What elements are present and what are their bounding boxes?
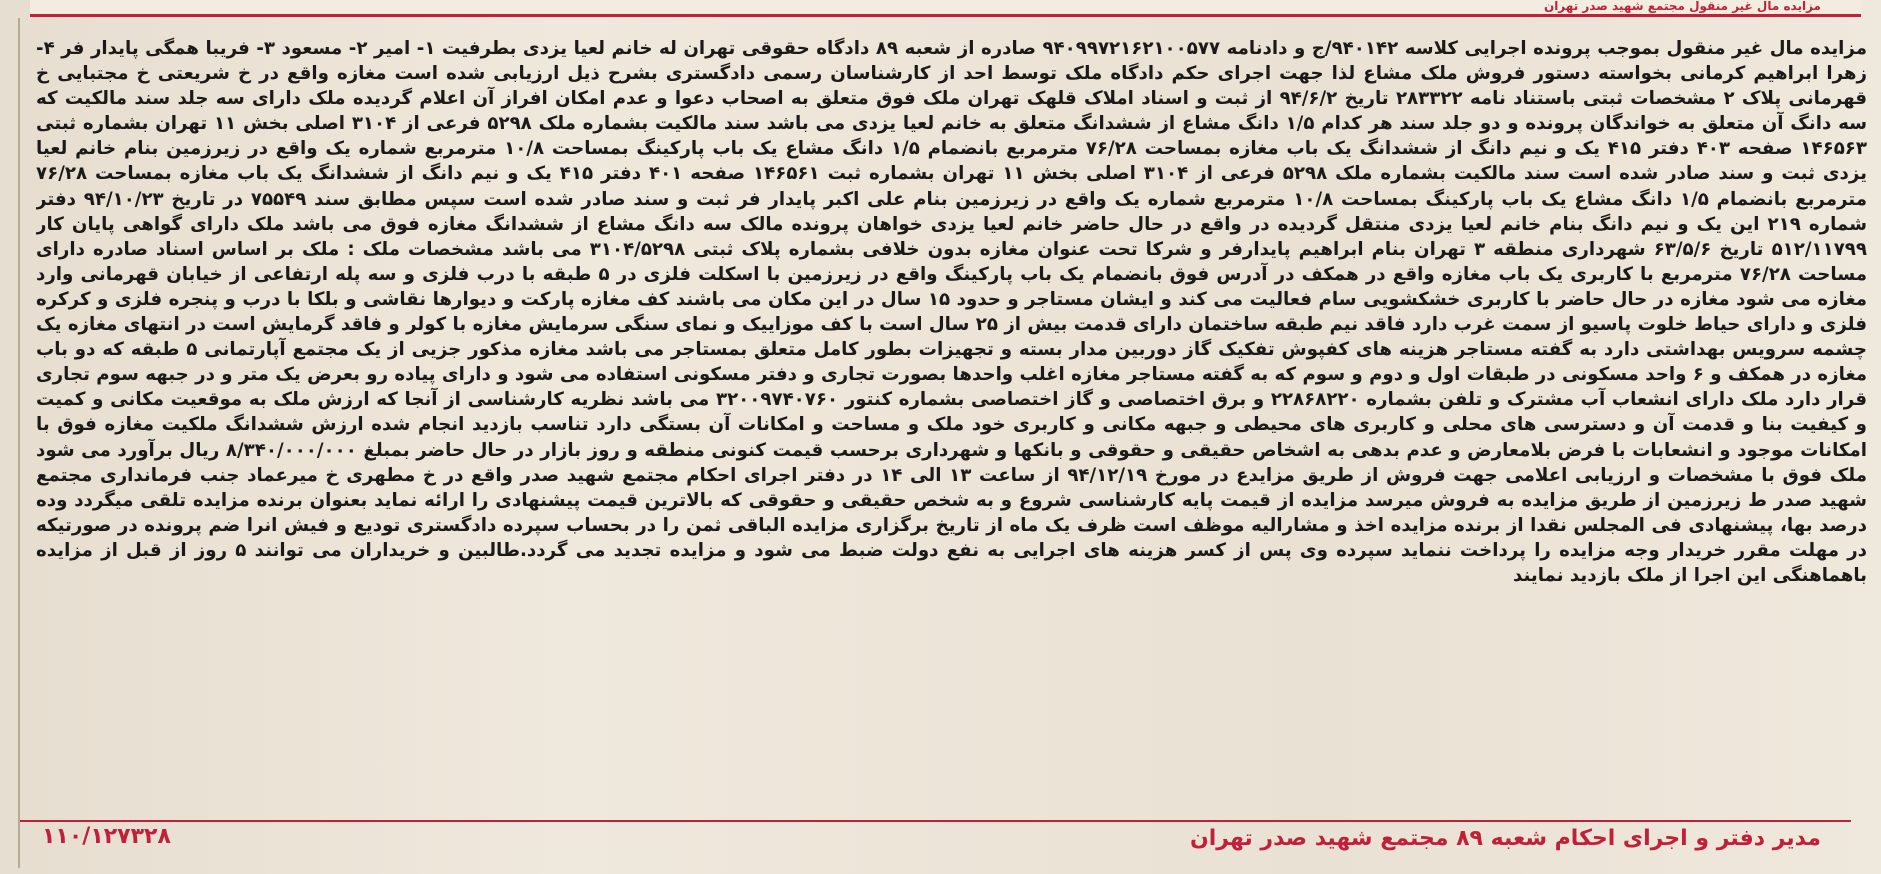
footer-divider [20,820,1851,822]
signature-line: مدیر دفتر و اجرای احکام شعبه ۸۹ مجتمع شهید صدر تهران [1189,826,1821,851]
auction-notice-body: مزایده مال غیر منقول بموجب پرونده اجرایی کلاسه ۹۴۰۱۴۲/ج و دادنامه ۹۴۰۹۹۷۲۱۶۲۱۰۰۵۷۷ صادره از شعبه ۸۹ دادگاه حقوقی تهران له خانم لعیا یزدی بطرفیت ۱- امیر ۲- مسعود ۳- فریبا همگی پایدار فر ۴- زهرا ابراهیم کرمانی بخواسته دستور فروش ملک مشاع لذا جهت اجرای حکم دادگاه ملک توسط احد از کارشناسان رسمی دادگستری بشرح ذیل ارزیابی شده است مغازه واقع در خ شریعتی خ مجتبایی خ قهرمانی پلاک ۲ مشخصات ثبتی باستناد نامه ۲۸۳۳۲۲ تاریخ ۹۴/۶/۲ از ثبت و اسناد املاک قلهک تهران ملک فوق متعلق به اصحاب دعوا و عدم امکان افراز آن اعلام گردیده ملک دارای سه جلد سند مالکیت که سه دانگ آن متعلق به خواندگان پرونده و دو جلد سند هر کدام ۱/۵ دانگ مشاع از ششدانگ متعلق به خانم لعیا یزدی می باشد سند مالکیت بشماره ملک ۵۲۹۸ فرعی از ۳۱۰۴ اصلی بخش ۱۱ تهران بشماره ثبتی ۱۴۶۵۶۳ صفحه ۴۰۳ دفتر ۴۱۵ یک و نیم دانگ از ششدانگ یک باب مغازه بمساحت ۷۶/۲۸ مترمربع بانضمام ۱/۵ دانگ مشاع یک باب پارکینگ بمساحت ۱۰/۸ مترمربع شماره یک واقع در زیرزمین بنام خانم لعیا یزدی ثبت و سند صادر شده است سند مالکیت بشماره ملک ۵۲۹۸ فرعی از ۳۱۰۴ اصلی بخش ۱۱ تهران بشماره ثبت ۱۴۶۵۶۱ صفحه ۴۰۱ دفتر ۴۱۵ یک و نیم دانگ از ششدانگ یک باب مغازه بمساحت ۷۶/۲۸ مترمربع بانضمام ۱/۵ دانگ مشاع یک باب پارکینگ بمساحت ۱۰/۸ مترمربع شماره یک واقع در زیرزمین بنام علی اکبر پایدار فر ثبت و سند صادر شده است سپس مطابق سند ۷۵۵۴۹ در تاریخ ۹۴/۱۰/۲۳ دفتر شماره ۲۱۹ این یک و نیم دانگ بنام خانم لعیا یزدی منتقل گردیده در واقع در حال حاضر خانم لعیا یزدی خواهان پرونده مالک سه دانگ مشاع از ششدانگ مغازه فوق می باشد ملک دارای گواهی پایان کار ۵۱۲/۱۱۷۹۹ تاریخ ۶۳/۵/۶ شهرداری منطقه ۳ تهران بنام ابراهیم پایدارفر و شرکا تحت عنوان مغازه بدون خلافی بشماره پلاک ثبتی ۳۱۰۴/۵۲۹۸ می باشد مشخصات ملک : ملک بر اساس اسناد صادره دارای مساحت ۷۶/۲۸ مترمربع با کاربری یک باب مغازه واقع در همکف در آدرس فوق بانضمام یک باب پارکینگ واقع در زیرزمین با اسکلت فلزی در ۵ طبقه با درب فلزی و سه پله ارتفاعی از خیابان قهرمانی وارد مغازه می شود مغازه در حال حاضر با کاربری خشکشویی سام فعالیت می کند و ایشان مستاجر و حدود ۱۵ سال در این مکان می باشند کف مغازه پارکت و دیوارها نقاشی و بلکا با درب و پنجره فلزی و کرکره فلزی و دارای حیاط خلوت پاسیو از سمت غرب دارد فاقد نیم طبقه ساختمان دارای قدمت بیش از ۲۵ سال است با کف موزاییک و نمای سنگی سرمایش مغازه با کولر و فاقد گرمایش است در انتهای مغازه یک چشمه سرویس بهداشتی دارد به گفته مستاجر هزینه های کفپوش تفکیک گاز دوربین مدار بسته و تجهیزات بطور کامل متعلق بمستاجر می باشد مغازه مذکور جزیی از یک مجتمع آپارتمانی ۵ طبقه که دو باب مغازه در همکف و ۶ واحد مسکونی در طبقات اول و دوم و سوم که به گفته مستاجر مغازه اغلب واحدها بصورت تجاری و دفتر مسکونی استفاده می شود و دارای پیاده رو بعرض یک متر و در جبهه سوم تجاری قرار دارد ملک دارای انشعاب آب مشترک و تلفن بشماره ۲۲۸۶۸۲۲۰ و برق اختصاصی و گاز اختصاصی بشماره کنتور ۳۲۰۰۹۷۴۰۷۶۰ می باشد نظریه کارشناسی از آنجا که ارزش ملک به موقعیت مکانی و کمیت و کیفیت بنا و قدمت آن و دسترسی های محلی و کاربری های محیطی و جبهه مکانی و کاربری خود ملک و مساحت و امکانات آن بستگی دارد تناسب بازدید انجام شده ارزش ششدانگ ملکیت مغازه فوق با امکانات موجود و انشعابات با فرض بلامعارض و عدم بدهی به اشخاص حقیقی و حقوقی و بانکها و شهرداری برحسب قیمت کنونی منطقه و روز بازار در حال حاضر بمبلغ ۸/۳۴۰/۰۰۰/۰۰۰ ریال برآورد می شود ملک فوق با مشخصات و ارزیابی اعلامی جهت فروش از طریق مزایدع در مورخ ۹۴/۱۲/۱۹ از ساعت ۱۳ الی ۱۴ در دفتر اجرای احکام مجتمع شهید صدر واقع در خ مطهری خ میرعماد جنب فرمانداری مجتمع شهید صدر ط زیرزمین از طریق مزایده به فروش میرسد مزایده از قیمت پایه کارشناسی شروع و به شخص حقیقی و حقوقی که بالاترین قیمت پیشنهادی را ارائه نماید بعنوان برنده مزایده تلقی میگردد وده درصد بها، پیشنهادی فی المجلس نقدا از برنده مزایده اخذ و مشارالیه موظف است ظرف یک ماه از تاریخ برگزاری مزایده الباقی ثمن را در بحساب سپرده دادگستری تودیع و فیش انرا ضم پرونده در صورتیکه در مهلت مقرر خریدار وجه مزایده را پرداخت ننماید سپرده وی پس از کسر هزینه های اجرایی به نفع دولت ضبط می شود و مزایده تجدید می گردد.طالبین و خریداران می توانند ۵ روز از قبل از مزایده باهماهنگی این اجرا از ملک بازدید نمایند [36,38,1867,586]
header-partial-text: مزایده مال غیر منقول مجتمع شهید صدر تهران [1543,0,1821,13]
reference-number: ۱۱۰/۱۲۷۳۲۸ [42,824,171,849]
header-strip [30,0,1861,17]
